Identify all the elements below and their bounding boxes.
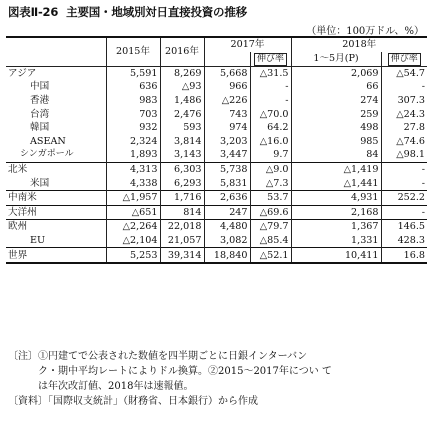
- cell-g2: △24.3: [381, 107, 427, 121]
- cell-v2018: 985: [291, 135, 381, 149]
- cell-v2015: 2,324: [106, 135, 160, 149]
- cell-v2018: △1,441: [291, 176, 381, 190]
- cell-v2017: 966: [204, 80, 250, 94]
- cell-v2016: △93: [160, 80, 204, 94]
- cell-v2018: 1,331: [291, 234, 381, 248]
- note-line: は年次改訂値、2018年は速報値。: [8, 381, 194, 392]
- cell-g: △9.0: [250, 162, 291, 176]
- header-2017: 2017年: [204, 37, 291, 52]
- cell-v2017: 5,738: [204, 162, 250, 176]
- cell-v2016: 6,303: [160, 162, 204, 176]
- row-label: アジア: [6, 66, 106, 80]
- cell-v2016: 3,814: [160, 135, 204, 149]
- source-line: 〔資料〕「国際収支統計」（財務省、日本銀行）から作成: [8, 396, 258, 407]
- table-row: [6, 248, 427, 263]
- cell-v2015: 1,893: [106, 148, 160, 162]
- cell-v2016: 3,143: [160, 148, 204, 162]
- table-row: [6, 176, 427, 190]
- cell-g2: -: [381, 162, 427, 176]
- unit-note: （単位：100万ドル、%）: [306, 26, 424, 37]
- cell-v2017: 247: [204, 205, 250, 220]
- table-row: [6, 135, 427, 149]
- row-label: 中南米: [6, 190, 106, 205]
- cell-g: △70.0: [250, 107, 291, 121]
- cell-v2015: 4,313: [106, 162, 160, 176]
- note-line: 〔注〕①円建てで公表された数値を四半期ごとに日銀インターバン: [8, 351, 308, 362]
- cell-v2015: 4,338: [106, 176, 160, 190]
- footnotes: [8, 349, 426, 409]
- table-row: [6, 107, 427, 121]
- cell-g: △85.4: [250, 234, 291, 248]
- cell-v2016: 1,716: [160, 190, 204, 205]
- cell-g2: -: [381, 176, 427, 190]
- cell-v2018: 2,069: [291, 66, 381, 80]
- header-region: [6, 37, 106, 66]
- cell-g2: △74.6: [381, 135, 427, 149]
- cell-v2016: 593: [160, 121, 204, 135]
- table-row: [6, 66, 427, 80]
- row-label: シンガポール: [20, 149, 74, 160]
- cell-v2017: 2,636: [204, 190, 250, 205]
- row-label: 米国: [30, 177, 50, 189]
- table-row: [6, 121, 427, 135]
- cell-v2017: 5,668: [204, 66, 250, 80]
- figure-title-text: 主要国・地域別対日直接投資の推移: [66, 5, 247, 19]
- table-row: [6, 234, 427, 248]
- header-2015: 2015年: [106, 37, 160, 66]
- cell-v2015: △1,957: [106, 190, 160, 205]
- cell-v2018: △1,419: [291, 162, 381, 176]
- cell-v2015: 703: [106, 107, 160, 121]
- header-2018-value: 1～5月(P): [291, 52, 381, 67]
- cell-v2016: 2,476: [160, 107, 204, 121]
- row-label: 欧州: [6, 220, 106, 234]
- cell-v2018: 274: [291, 94, 381, 108]
- cell-g: 53.7: [250, 190, 291, 205]
- cell-g: △7.3: [250, 176, 291, 190]
- cell-g: △16.0: [250, 135, 291, 149]
- cell-g: △52.1: [250, 248, 291, 263]
- table-row: [6, 94, 427, 108]
- note-line: ク・期中平均レートによりドル換算。②2015～2017年につい て: [8, 366, 332, 377]
- row-label: 世界: [6, 248, 106, 263]
- cell-v2018: 84: [291, 148, 381, 162]
- cell-v2018: 10,411: [291, 248, 381, 263]
- header-2016: 2016年: [160, 37, 204, 66]
- cell-v2017: 3,203: [204, 135, 250, 149]
- cell-v2018: 4,931: [291, 190, 381, 205]
- cell-v2015: 932: [106, 121, 160, 135]
- cell-g: △69.6: [250, 205, 291, 220]
- row-label: 中国: [30, 81, 50, 93]
- cell-v2017: 3,447: [204, 148, 250, 162]
- cell-v2015: 5,591: [106, 66, 160, 80]
- row-label: 韓国: [30, 122, 50, 134]
- cell-v2016: 1,486: [160, 94, 204, 108]
- table-row: [6, 162, 427, 176]
- row-label: 香港: [30, 95, 50, 107]
- investment-table: [6, 36, 427, 264]
- cell-g2: △54.7: [381, 66, 427, 80]
- cell-v2017: △226: [204, 94, 250, 108]
- cell-v2016: 21,057: [160, 234, 204, 248]
- table-row: [6, 80, 427, 94]
- cell-v2018: 498: [291, 121, 381, 135]
- cell-v2017: 18,840: [204, 248, 250, 263]
- row-label: 大洋州: [6, 205, 106, 220]
- cell-v2015: △2,264: [106, 220, 160, 234]
- cell-v2017: 743: [204, 107, 250, 121]
- cell-v2016: 814: [160, 205, 204, 220]
- cell-g2: -: [381, 80, 427, 94]
- cell-g2: 146.5: [381, 220, 427, 234]
- table-row: [6, 205, 427, 220]
- row-label: ASEAN: [30, 135, 66, 147]
- header-growth-label: 伸び率: [254, 53, 287, 66]
- cell-v2015: △2,104: [106, 234, 160, 248]
- cell-v2018: 1,367: [291, 220, 381, 234]
- cell-v2016: 8,269: [160, 66, 204, 80]
- table-row: [6, 220, 427, 234]
- header-2018: [291, 37, 427, 52]
- row-label: 台湾: [30, 108, 50, 120]
- table-row: [6, 148, 427, 162]
- cell-g: △31.5: [250, 66, 291, 80]
- header-2017-value: [204, 52, 250, 67]
- cell-v2017: 974: [204, 121, 250, 135]
- cell-g2: 428.3: [381, 234, 427, 248]
- cell-g2: 252.2: [381, 190, 427, 205]
- cell-g2: 27.8: [381, 121, 427, 135]
- header-growth: [250, 52, 291, 67]
- cell-v2015: 5,253: [106, 248, 160, 263]
- table-row: [6, 190, 427, 205]
- row-label: 北米: [6, 162, 106, 176]
- cell-v2016: 6,293: [160, 176, 204, 190]
- header-2018-line1: 2018年: [342, 39, 377, 51]
- figure-number: 図表Ⅱ-26: [8, 5, 59, 19]
- cell-v2018: 66: [291, 80, 381, 94]
- cell-v2015: 983: [106, 94, 160, 108]
- cell-g2: -: [381, 205, 427, 220]
- header-growth-2018-label: 伸び率: [388, 53, 421, 66]
- row-label: EU: [30, 235, 46, 247]
- cell-g: △79.7: [250, 220, 291, 234]
- cell-v2017: 3,082: [204, 234, 250, 248]
- cell-g: -: [250, 94, 291, 108]
- figure-title: [8, 4, 247, 20]
- cell-v2015: △651: [106, 205, 160, 220]
- cell-g: 64.2: [250, 121, 291, 135]
- cell-g: -: [250, 80, 291, 94]
- cell-g: 9.7: [250, 148, 291, 162]
- cell-g2: 307.3: [381, 94, 427, 108]
- cell-v2016: 22,018: [160, 220, 204, 234]
- cell-g2: 16.8: [381, 248, 427, 263]
- cell-v2018: 2,168: [291, 205, 381, 220]
- header-growth-2018: [381, 52, 427, 67]
- cell-v2015: 636: [106, 80, 160, 94]
- cell-g2: △98.1: [381, 148, 427, 162]
- cell-v2016: 39,314: [160, 248, 204, 263]
- cell-v2018: 259: [291, 107, 381, 121]
- cell-v2017: 5,831: [204, 176, 250, 190]
- cell-v2017: 4,480: [204, 220, 250, 234]
